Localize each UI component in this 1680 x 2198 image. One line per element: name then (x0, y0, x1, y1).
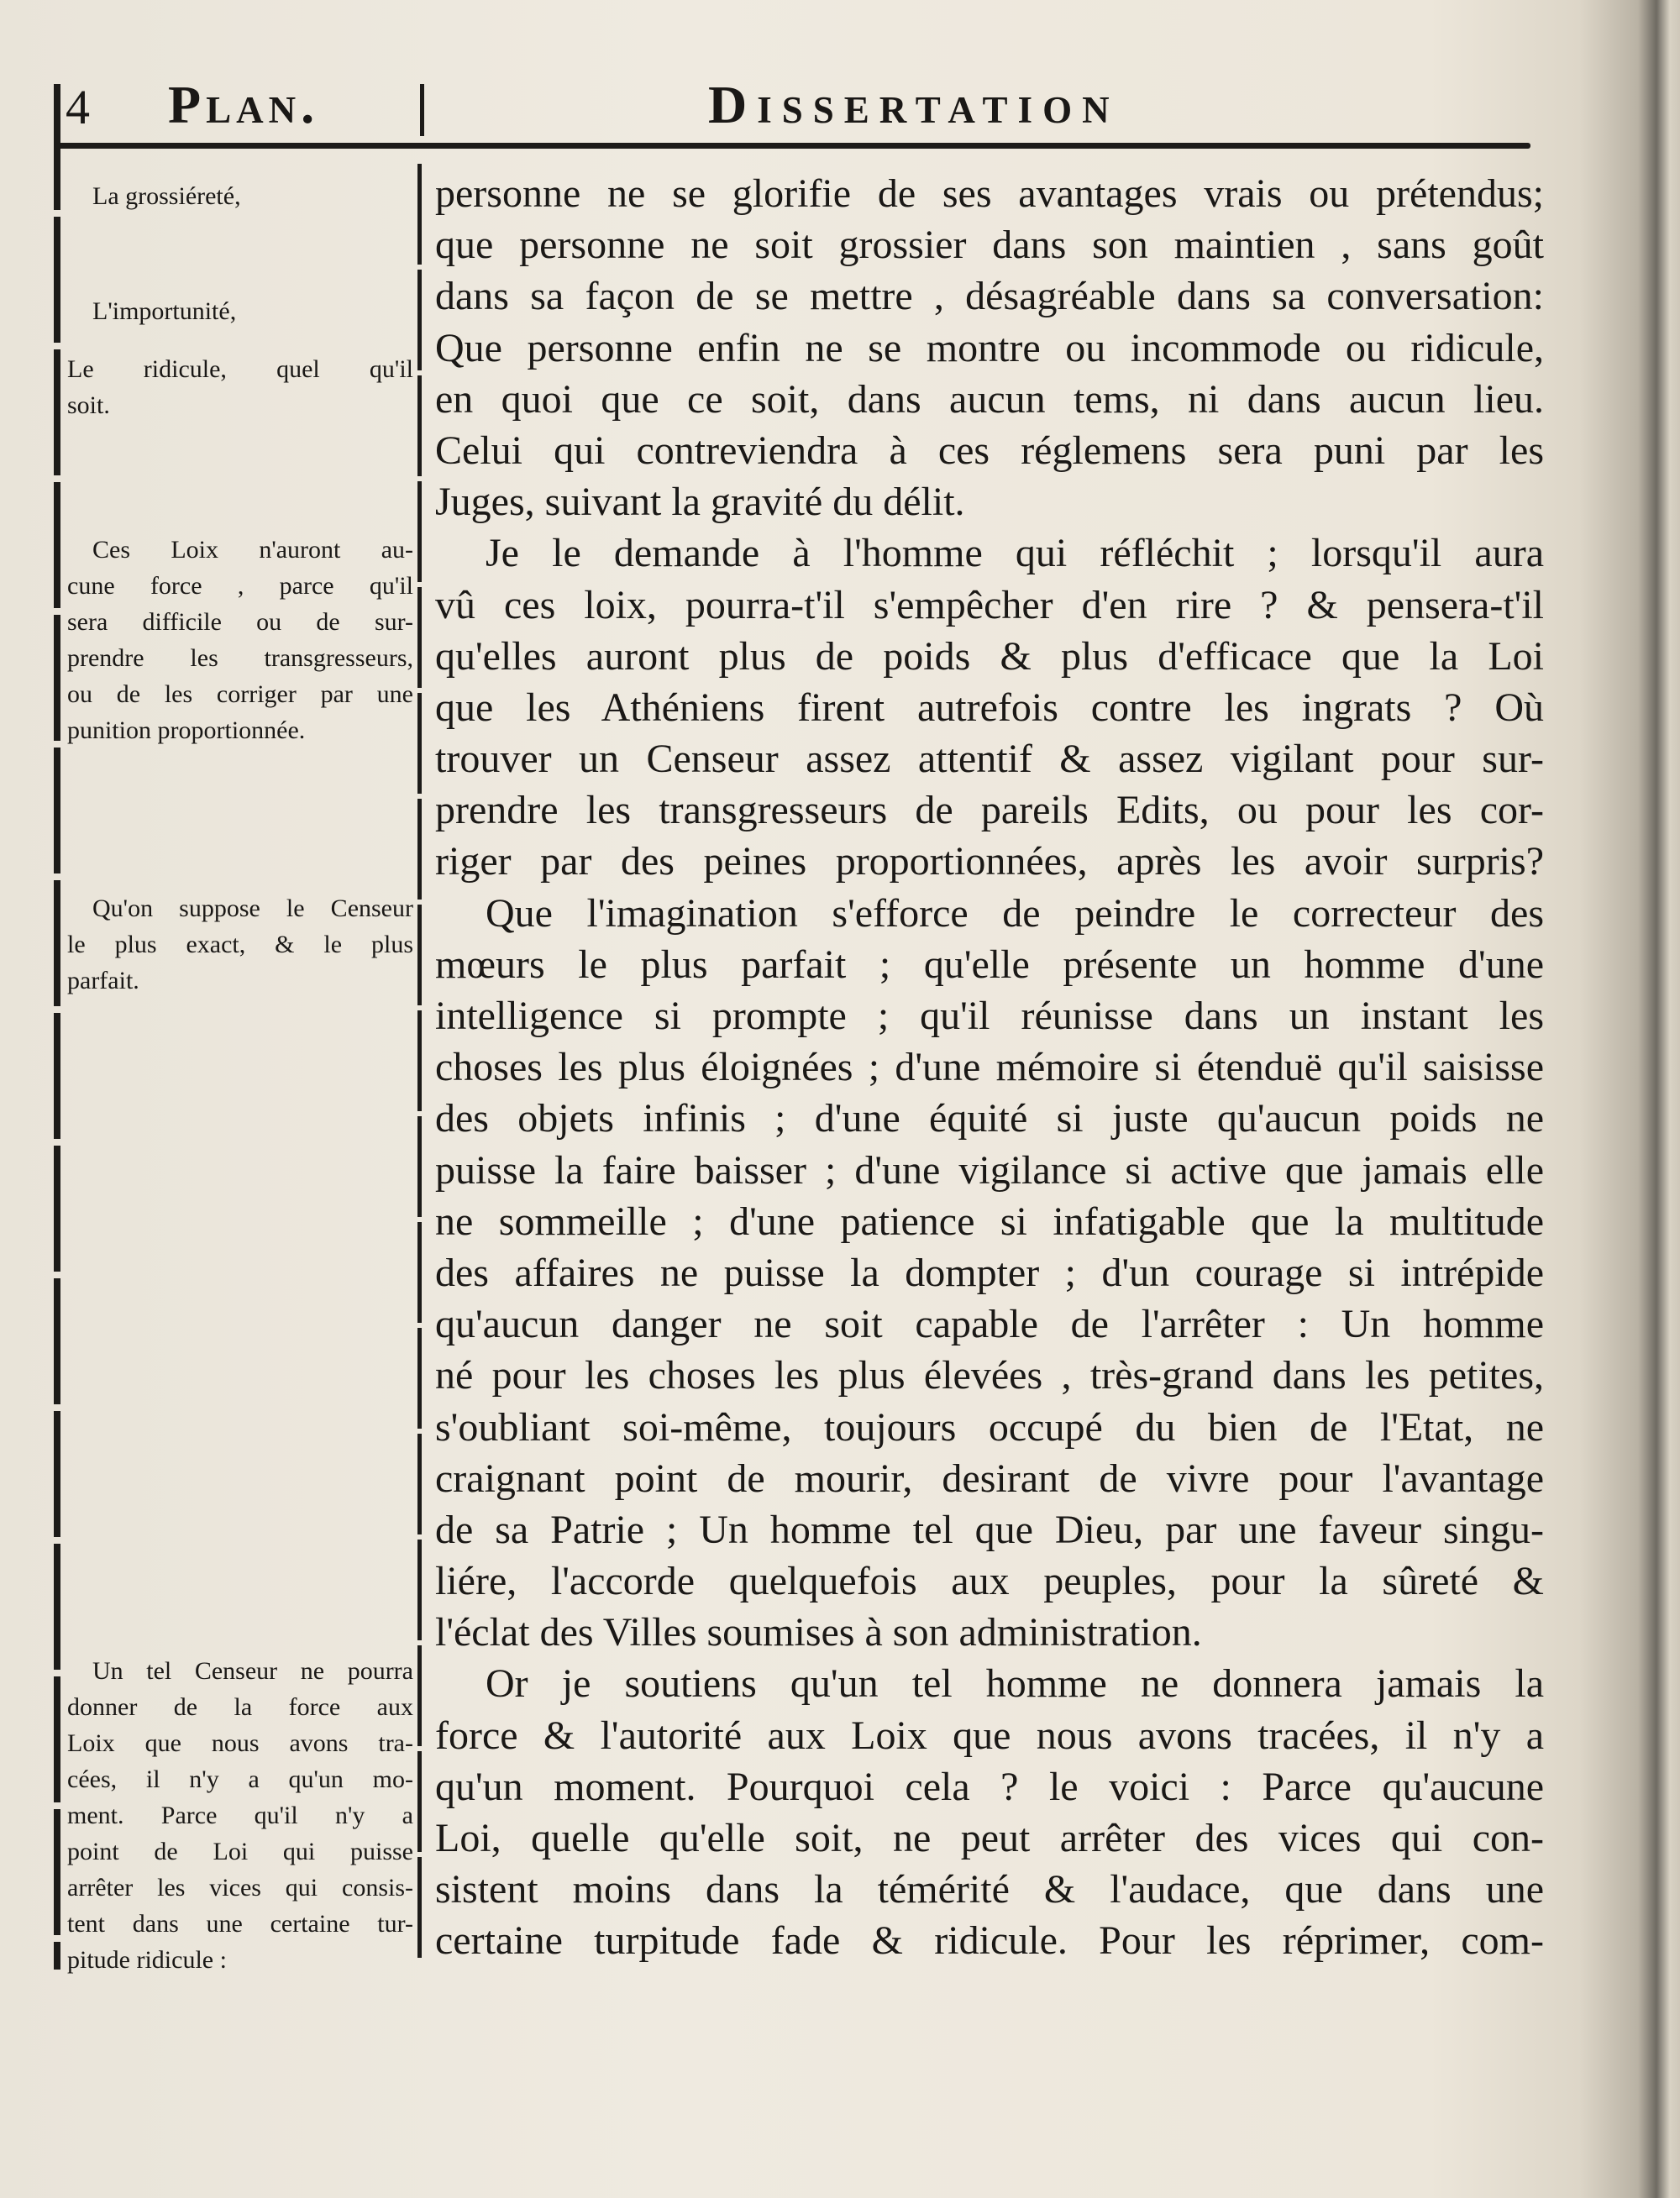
text-line: puisse la faire baisser ; d'une vigilance si active que jamais elle (435, 1147, 1544, 1193)
text-line: l'éclat des Villes soumises à son administration. (435, 1610, 1202, 1655)
margin-note-line: punition proportionnée. (67, 716, 306, 744)
margin-note-line: L'importunité, (92, 297, 237, 325)
text-line: en quoi que ce soit, dans aucun tems, ni dans aucun lieu. (435, 376, 1544, 422)
text-line: intelligence si prompte ; qu'il réunisse dans un instant les (435, 994, 1544, 1038)
margin-note-line: pitude ridicule : (67, 1946, 227, 1974)
text-line: Or je soutiens qu'un tel homme ne donnera jamais la (486, 1661, 1544, 1707)
margin-note-line: Ces Loix n'auront au- (92, 536, 413, 564)
margin-note-line: le plus exact, & le plus (67, 931, 413, 958)
text-line: Celui qui contreviendra à ces réglemens sera puni par les (435, 428, 1544, 473)
text-line: Loi, quelle qu'elle soit, ne peut arrêter des vices qui con- (435, 1816, 1544, 1860)
text-line: qu'aucun danger ne soit capable de l'arrêter : Un homme (435, 1302, 1544, 1347)
margin-note-line: arrêter les vices qui consis- (67, 1874, 413, 1902)
margin-note-2 (67, 293, 413, 329)
margin-note-line: tent dans une certaine tur- (67, 1910, 413, 1938)
page-number: 4 (66, 80, 90, 134)
text-line: liére, l'accorde quelquefois aux peuples, pour la sûreté & (435, 1559, 1544, 1604)
text-line: des affaires ne puisse la dompter ; d'un courage si intrépide (435, 1250, 1544, 1295)
text-line: Je le demande à l'homme qui réfléchit ; lorsqu'il aura (486, 531, 1544, 576)
margin-note-1 (67, 178, 413, 214)
running-title: Dissertation (708, 75, 1120, 134)
header-rule (55, 143, 1530, 149)
text-line: qu'elles auront plus de poids & plus d'efficace que la Loi (435, 633, 1544, 679)
text-line: ne sommeille ; d'une patience si infatigable que la multitude (435, 1199, 1544, 1244)
margin-note-line: sera difficile ou de sur- (67, 608, 413, 636)
text-line: mœurs le plus parfait ; qu'elle présente un homme d'une (435, 942, 1544, 987)
margin-note-line: donner de la force aux (67, 1693, 413, 1721)
margin-note-line: cées, il n'y a qu'un mo- (67, 1765, 413, 1793)
text-line: des objets infinis ; d'une équité si juste qu'aucun poids ne (435, 1096, 1544, 1141)
main-text (435, 168, 1544, 1967)
margin-note-line: prendre les transgresseurs, (67, 644, 413, 672)
text-line: sistent moins dans la témérité & l'audace, que dans une (435, 1867, 1544, 1912)
margin-note-line: Un tel Censeur ne pourra (92, 1657, 413, 1685)
text-line: que personne ne soit grossier dans son maintien , sans goût (435, 223, 1544, 268)
text-line: né pour les choses les plus élevées , très-grand dans les petites, (435, 1353, 1544, 1398)
margin-note-3 (67, 351, 413, 423)
margin-note-line: La grossiéreté, (92, 182, 241, 210)
text-line: Juges, suivant la gravité du délit. (435, 480, 965, 525)
text-line: s'oubliant soi-même, toujours occupé du bien de l'Etat, ne (435, 1404, 1544, 1450)
text-line: choses les plus éloignées ; d'une mémoire si étenduë qu'il saisisse (435, 1045, 1544, 1090)
text-line: qu'un moment. Pourquoi cela ? le voici : Parce qu'aucune (435, 1764, 1544, 1809)
text-line: Que l'imagination s'efforce de peindre le correcteur des (486, 890, 1544, 936)
margin-column-divider (417, 164, 422, 1961)
margin-note-line: point de Loi qui puisse (67, 1838, 413, 1865)
text-line: force & l'autorité aux Loix que nous avons tracées, il n'y a (435, 1713, 1544, 1758)
margin-note-line: parfait. (67, 967, 139, 994)
margin-note-line: Loix que nous avons tra- (67, 1729, 413, 1757)
text-line: dans sa façon de se mettre , désagréable dans sa conversation: (435, 274, 1544, 319)
text-line: riger par des peines proportionnées, après les avoir surpris? (435, 839, 1544, 884)
text-line: certaine turpitude fade & ridicule. Pour les réprimer, com- (435, 1918, 1544, 1964)
margin-note-5 (67, 890, 413, 999)
text-line: de sa Patrie ; Un homme tel que Dieu, par une faveur singu- (435, 1507, 1544, 1552)
header-divider (420, 84, 424, 136)
text-line: que les Athéniens firent autrefois contre les ingrats ? Où (435, 685, 1544, 730)
margin-note-line: ment. Parce qu'il n'y a (67, 1802, 413, 1829)
margin-note-line: Qu'on suppose le Censeur (92, 894, 413, 922)
text-line: trouver un Censeur assez attentif & assez vigilant pour sur- (435, 737, 1544, 782)
text-line: vû ces loix, pourra-t'il s'empêcher d'en rire ? & pensera-t'il (435, 582, 1544, 627)
text-line: craignant point de mourir, desirant de vivre pour l'avantage (435, 1456, 1544, 1501)
text-line: Que personne enfin ne se montre ou incommode ou ridicule, (435, 325, 1544, 370)
text-line: personne ne se glorifie de ses avantages vrais ou prétendus; (435, 171, 1544, 216)
margin-note-6 (67, 1653, 413, 1978)
margin-note-line: Le ridicule, quel qu'il (67, 355, 413, 383)
margin-border-left (54, 84, 60, 1970)
margin-note-line: soit. (67, 391, 110, 419)
margin-note-4 (67, 532, 413, 748)
margin-title: Plan. (168, 75, 320, 134)
text-line: prendre les transgresseurs de pareils Edits, ou pour les cor- (435, 788, 1544, 833)
margin-note-line: ou de les corriger par une (67, 680, 413, 708)
margin-note-line: cune force , parce qu'il (67, 572, 413, 600)
